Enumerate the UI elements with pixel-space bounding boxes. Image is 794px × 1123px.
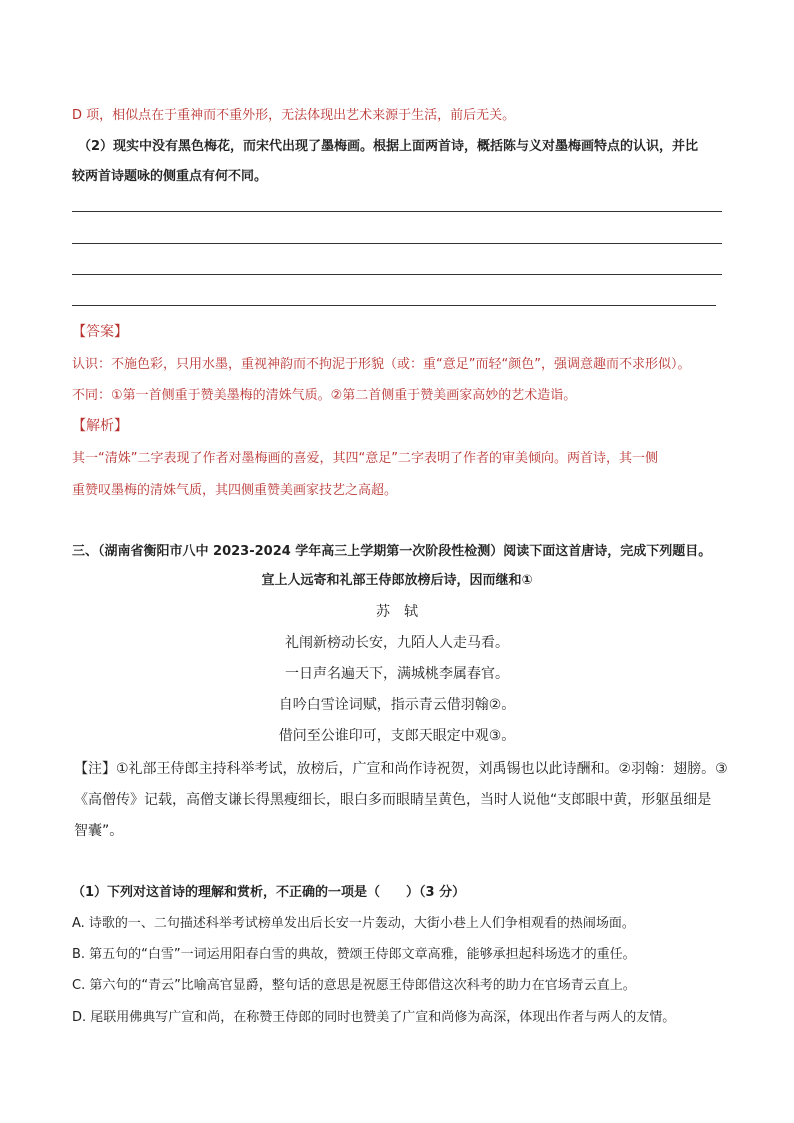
poem-line-3: 自吟白雪诠词赋，指示青云借羽翰②。 (278, 697, 516, 713)
analysis-line-1: 其一“清姝”二字表现了作者对墨梅画的喜爱，其四“意足”二字表明了作者的审美倾向。两首诗，其一侧 (72, 451, 658, 466)
poem-line-1: 礼闱新榜动长安，九陌人人走马看。 (285, 635, 509, 651)
section-3-intro: 三、（湖南省衡阳市八中 2023-2024 学年高三上学期第一次阶段性检测）阅读下面这首唐诗，完成下列题目。 (72, 544, 712, 559)
note-line-1: 【注】①礼部王侍郎主持科举考试，放榜后，广宣和尚作诗祝贺，刘禹锡也以此诗酬和。②羽翰：翅膀。③ (74, 761, 728, 777)
answer-blank-line[interactable] (72, 211, 722, 212)
question-2-line-1: （2）现实中没有黑色梅花，而宋代出现了墨梅画。根据上面两首诗，概括陈与义对墨梅画特点的认识，并比 (78, 139, 699, 154)
poem-author: 苏 轼 (376, 604, 418, 620)
note-line-3: 智囊”。 (74, 823, 124, 839)
question-2-line-2: 较两首诗题咏的侧重点有何不同。 (72, 169, 268, 184)
analysis-label: 【解析】 (72, 418, 128, 434)
option-a[interactable]: A. 诗歌的一、二句描述科举考试榜单发出后长安一片轰动，大街小巷上人们争相观看的热闹场面。 (72, 916, 635, 931)
option-c[interactable]: C. 第六句的“青云”比喻高官显爵，整句话的意思是祝愿王侍郎借这次科考的助力在官场青云直上。 (72, 978, 636, 993)
answer-line-1: 认识：不施色彩，只用水墨，重视神韵而不拘泥于形貌（或：重“意足”而轻“颜色”，强调意趣而不求形似）。 (72, 357, 691, 372)
option-b[interactable]: B. 第五句的“白雪”一词运用阳春白雪的典故，赞颂王侍郎文章高雅，能够承担起科场选才的重任。 (72, 947, 636, 962)
analysis-line-2: 重赞叹墨梅的清姝气质，其四侧重赞美画家技艺之高超。 (72, 483, 398, 498)
poem-line-4: 借问至公谁印可，支郎天眼定中观③。 (278, 728, 516, 744)
answer-line-2: 不同：①第一首侧重于赞美墨梅的清姝气质。②第二首侧重于赞美画家高妙的艺术造诣。 (72, 388, 577, 403)
option-d[interactable]: D. 尾联用佛典写广宣和尚，在称赞王侍郎的同时也赞美了广宣和尚修为高深，体现出作者与两人的友情。 (72, 1010, 676, 1025)
answer-blank-line[interactable] (72, 274, 722, 275)
answer-blank-line[interactable] (72, 305, 716, 306)
answer-label: 【答案】 (72, 324, 128, 340)
poem-title: 宣上人远寄和礼部王侍郎放榜后诗，因而继和① (261, 573, 533, 588)
poem-line-2: 一日声名遍天下，满城桃李属春官。 (285, 666, 509, 682)
answer-blank-line[interactable] (72, 243, 722, 244)
note-line-2: 《高僧传》记载，高僧支谦长得黑瘦细长，眼白多而眼睛呈黄色，当时人说他“支郎眼中黄，形躯虽细是 (74, 792, 712, 808)
previous-answer-d: D 项，相似点在于重神而不重外形，无法体现出艺术来源于生活，前后无关。 (72, 108, 516, 123)
question-1-stem: （1）下列对这首诗的理解和赏析，不正确的一项是（ ）（3 分） (72, 885, 466, 900)
